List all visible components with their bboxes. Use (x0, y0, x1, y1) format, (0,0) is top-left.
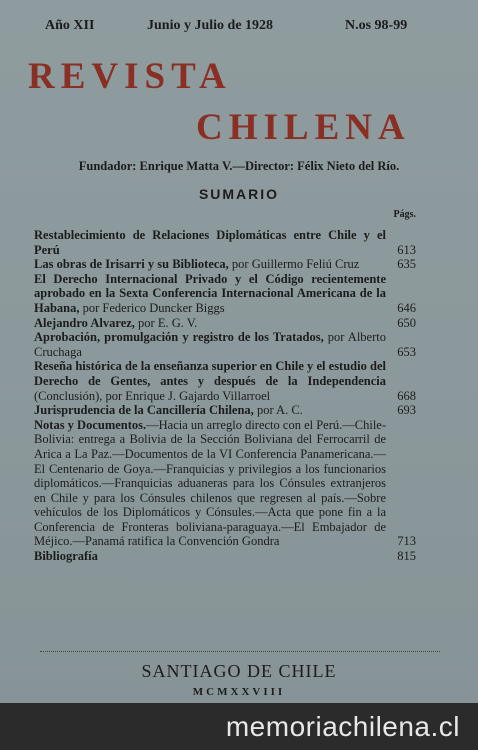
watermark-band (0, 703, 478, 750)
toc-entry (34, 257, 416, 272)
toc-entry-title: Aprobación, promulgación y registro de los Tratados, (34, 330, 324, 345)
toc-entry-detail: por Federico Duncker Biggs (79, 300, 225, 315)
toc-entry-detail: (Conclusión), por Enrique J. Gajardo Villarroel (34, 388, 271, 403)
toc-entry (34, 316, 416, 331)
issue-year: Año XII (45, 18, 95, 33)
toc-entry-detail: por Alberto Cruchaga (34, 330, 386, 359)
toc-entry (34, 403, 416, 418)
toc-entry-page: 635 (397, 257, 416, 272)
toc-entry-title: Las obras de Irisarri y su Biblioteca, (34, 257, 229, 272)
title-line-1: REVISTA (28, 56, 232, 97)
toc-entry-title: El Derecho Internacional Privado y el Código recientemente aprobado en la Sexta Conferencia Internacional Americana de la Habana, (34, 271, 386, 315)
toc-entry-title: Reseña histórica de la enseñanza superior en Chile y el estudio del Derecho de Gentes, antes y después de la Independencia (34, 359, 386, 388)
toc-entry-page: 653 (397, 344, 416, 359)
toc-entry-page: 668 (397, 388, 416, 403)
toc-entry (34, 228, 416, 257)
watermark-text[interactable]: memoriachilena.cl (225, 711, 460, 742)
divider (40, 651, 440, 652)
toc-entry-detail: por E. G. V. (134, 315, 198, 330)
toc-entry (34, 549, 416, 564)
toc-entry-detail: por Guillermo Feliú Cruz (228, 257, 360, 272)
title-line-2: CHILENA (196, 107, 411, 148)
toc-entry-page: 815 (397, 549, 416, 564)
toc-entry-title: Jurisprudencia de la Cancillería Chilena, (34, 403, 254, 418)
toc-entry (34, 418, 416, 549)
issue-date: Junio y Julio de 1928 (147, 18, 274, 33)
toc-entry-title: Alejandro Alvarez, (34, 315, 135, 330)
toc-entry (34, 272, 416, 316)
year-roman: MCMXXVIII (192, 686, 286, 698)
toc-entry-page: 613 (397, 242, 416, 257)
pages-label: Págs. (393, 209, 416, 220)
founders-line: Fundador: Enrique Matta V.—Director: Félix Nieto del Río. (78, 159, 400, 173)
toc-entry-page: 693 (397, 403, 416, 418)
toc-entry-page: 650 (397, 315, 416, 330)
toc-entry-title: Bibliografía (34, 549, 98, 564)
toc-entry-page: 713 (397, 534, 416, 549)
toc-entry-title: Restablecimiento de Relaciones Diplomáticas entre Chile y el Perú (34, 228, 386, 257)
toc-entry-page: 646 (397, 300, 416, 315)
table-of-contents (34, 228, 416, 564)
toc-entry-detail: por A. C. (253, 403, 303, 418)
issue-number: N.os 98-99 (345, 18, 408, 33)
toc-entry (34, 330, 416, 359)
toc-entry-title: Notas y Documentos. (34, 417, 147, 432)
city: SANTIAGO DE CHILE (141, 661, 337, 681)
toc-entry-detail: —Hacia un arreglo directo con el Perú.—Chile-Bolivia: entrega a Bolivia de la Sección Boliviana del Ferrocarril de Arica a La Paz.—Documentos de la VI Conferencia Panamericana.—El Centenario de Goya.—Franquicias y privilegios a los funcionarios diplomáticos.—Franquicias aduaneras para los Cónsules extranjeros en Chile y para los Cónsules chilenos que regresen al país.—Sobre vehículos de los Diplomáticos y Cónsules.—Acta que pone fin a la Conferencia de Fronteras boliviana-paraguaya.—El Embajador de Méjico.—Panamá ratifica la Convención Gondra (34, 417, 386, 549)
sumario-heading: SUMARIO (198, 186, 280, 202)
toc-entry (34, 359, 416, 403)
